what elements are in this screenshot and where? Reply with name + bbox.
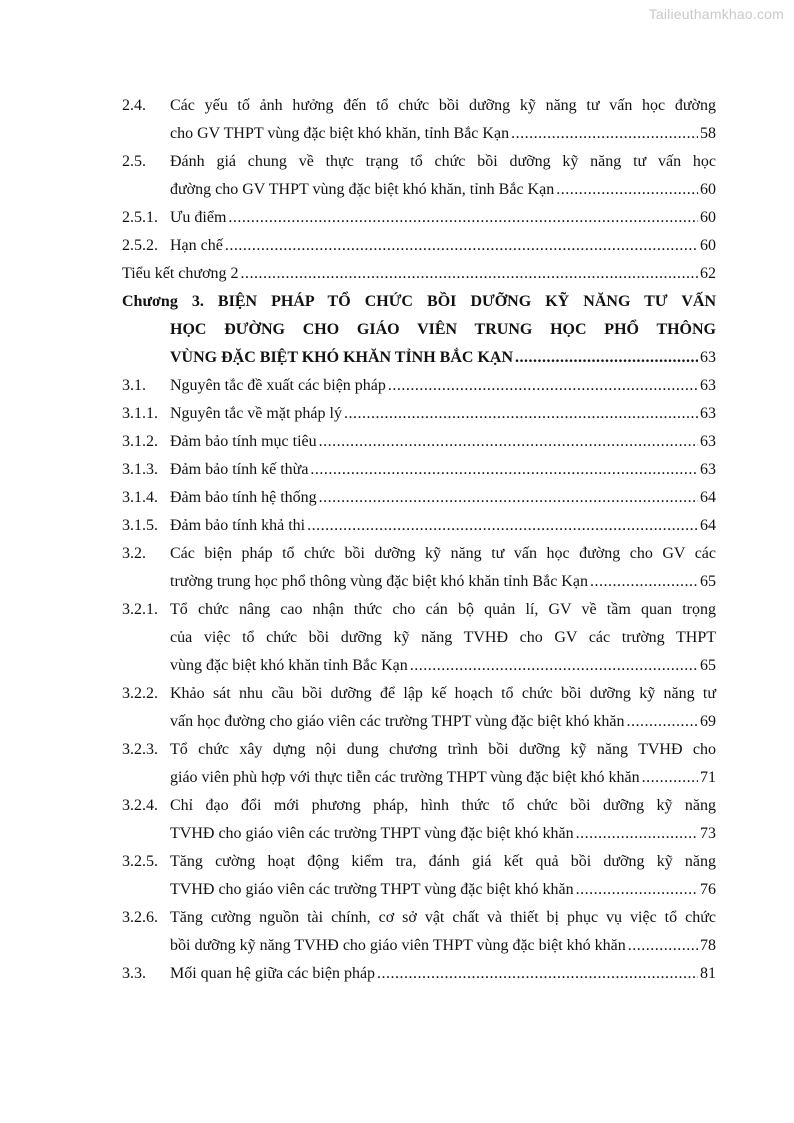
toc-entry[interactable] [122, 596, 716, 680]
toc-page-number: 69 [700, 713, 716, 730]
toc-entry-title: của việc tổ chức bồi dưỡng kỹ năng TVHĐ cho GV các trường THPT [170, 629, 716, 646]
toc-leader-dots [225, 232, 698, 260]
toc-leader-dots [319, 484, 698, 512]
toc-entry-number: 3.1. [122, 377, 146, 394]
toc-entry-title: Mối quan hệ giữa các biện pháp [170, 965, 376, 982]
toc-entry-title: giáo viên phù hợp với thực tiễn các trường THPT vùng đặc biệt khó khăn [170, 769, 640, 786]
toc-leader-dots [556, 176, 698, 204]
toc-entry-number: 3.2.4. [122, 797, 158, 814]
toc-entry-title: HỌC ĐƯỜNG CHO GIÁO VIÊN TRUNG HỌC PHỔ THÔNG [170, 321, 716, 338]
toc-entry-title: Tăng cường nguồn tài chính, cơ sở vật chất và thiết bị phục vụ việc tổ chức [170, 909, 716, 926]
toc-page-number: 63 [700, 461, 716, 478]
toc-entry[interactable] [122, 848, 716, 904]
toc-leader-dots [228, 204, 698, 232]
toc-page-number: 60 [700, 209, 716, 226]
toc-entry[interactable] [122, 92, 716, 148]
toc-entry-number: 3.2. [122, 545, 146, 562]
toc-entry[interactable] [122, 260, 716, 288]
toc-page-number: 64 [700, 517, 716, 534]
toc-page-number: 63 [700, 405, 716, 422]
toc-entry-title: Chỉ đạo đổi mới phương pháp, hình thức tổ chức bồi dưỡng kỹ năng [170, 797, 716, 814]
toc-entry[interactable] [122, 736, 716, 792]
toc-leader-dots [307, 512, 698, 540]
toc-page-number: 65 [700, 573, 716, 590]
toc-entry-title: vùng đặc biệt khó khăn tỉnh Bắc Kạn [170, 657, 408, 674]
toc-entry[interactable] [122, 792, 716, 848]
toc-page-number: 73 [700, 825, 716, 842]
toc-entry[interactable] [122, 904, 716, 960]
toc-entry-number: 2.5.2. [122, 237, 158, 254]
toc-entry-title: đường cho GV THPT vùng đặc biệt khó khăn, tỉnh Bắc Kạn [170, 181, 555, 198]
toc-entry-number: 3.1.4. [122, 489, 158, 506]
toc-page-number: 64 [700, 489, 716, 506]
toc-page-number: 63 [700, 433, 716, 450]
toc-entry[interactable] [122, 428, 716, 456]
toc-page-number: 62 [700, 265, 716, 282]
toc-entry-title: Đảm bảo tính hệ thống [170, 489, 317, 506]
toc-entry-number: 3.3. [122, 965, 146, 982]
toc-leader-dots [628, 932, 698, 960]
toc-entry-number: 2.5. [122, 153, 146, 170]
toc-page-number: 60 [700, 181, 716, 198]
toc-entry-title: bồi dưỡng kỹ năng TVHĐ cho giáo viên THPT vùng đặc biệt khó khăn [170, 937, 626, 954]
toc-leader-dots [310, 456, 698, 484]
toc-page-number: 78 [700, 937, 716, 954]
toc-entry[interactable] [122, 540, 716, 596]
toc-entry[interactable] [122, 512, 716, 540]
toc-page-number: 81 [700, 965, 716, 982]
toc-leader-dots [241, 260, 698, 288]
toc-entry-title: Ưu điểm [170, 209, 227, 226]
toc-leader-dots [377, 960, 698, 988]
toc-leader-dots [388, 372, 698, 400]
toc-entry-number: 2.4. [122, 97, 146, 114]
toc-entry[interactable] [122, 400, 716, 428]
toc-leader-dots [511, 120, 698, 148]
toc-page-number: 58 [700, 125, 716, 142]
toc-page-number: 63 [700, 377, 716, 394]
toc-entry-title: Tiểu kết chương 2 [122, 265, 239, 282]
toc-page-number: 65 [700, 657, 716, 674]
toc-entry-title: Các biện pháp tổ chức bồi dưỡng kỹ năng tư vấn học đường cho GV các [170, 545, 716, 562]
toc-entry-title: Đảm bảo tính khả thi [170, 517, 306, 534]
toc-entry-number: 3.1.1. [122, 405, 158, 422]
toc-entry-title: cho GV THPT vùng đặc biệt khó khăn, tỉnh Bắc Kạn [170, 125, 510, 142]
toc-entry-number: 3.2.1. [122, 601, 158, 618]
toc-entry-number: 3.1.5. [122, 517, 158, 534]
toc-leader-dots [515, 344, 698, 372]
toc-entry[interactable] [122, 680, 716, 736]
toc-entry-title: vấn học đường cho giáo viên các trường THPT vùng đặc biệt khó khăn [170, 713, 625, 730]
toc-entry[interactable] [122, 232, 716, 260]
toc-entry[interactable] [122, 288, 716, 372]
toc-entry-title: Hạn chế [170, 237, 223, 254]
toc-leader-dots [642, 764, 698, 792]
toc-leader-dots [576, 820, 698, 848]
toc-entry[interactable] [122, 484, 716, 512]
toc-entry-number: 2.5.1. [122, 209, 158, 226]
toc-entry-title: Nguyên tắc đề xuất các biện pháp [170, 377, 386, 394]
toc-entry[interactable] [122, 456, 716, 484]
toc-page-number: 76 [700, 881, 716, 898]
toc-page-number: 71 [700, 769, 716, 786]
toc-entry-title: Nguyên tắc về mặt pháp lý [170, 405, 342, 422]
toc-entry[interactable] [122, 204, 716, 232]
toc-entry-title: TVHĐ cho giáo viên các trường THPT vùng đặc biệt khó khăn [170, 881, 574, 898]
toc-entry-title: VÙNG ĐẶC BIỆT KHÓ KHĂN TỈNH BẮC KẠN [170, 349, 514, 366]
toc-entry[interactable] [122, 148, 716, 204]
toc-entry-title: Chương 3. BIỆN PHÁP TỔ CHỨC BỒI DƯỠNG KỸ NĂNG TƯ VẤN [122, 293, 716, 310]
toc-page-number: 60 [700, 237, 716, 254]
toc-entry-number: 3.2.6. [122, 909, 158, 926]
toc-entry-title: Tổ chức xây dựng nội dung chương trình bồi dưỡng kỹ năng TVHĐ cho [170, 741, 716, 758]
toc-leader-dots [344, 400, 698, 428]
table-of-contents [122, 92, 716, 988]
toc-page-number: 63 [700, 349, 716, 366]
toc-entry-title: trường trung học phổ thông vùng đặc biệt khó khăn tỉnh Bắc Kạn [170, 573, 588, 590]
toc-entry-title: Tổ chức nâng cao nhận thức cho cán bộ quản lí, GV về tầm quan trọng [170, 601, 716, 618]
toc-leader-dots [590, 568, 698, 596]
toc-leader-dots [576, 876, 698, 904]
toc-entry-number: 3.1.3. [122, 461, 158, 478]
toc-entry[interactable] [122, 960, 716, 988]
toc-entry-number: 3.2.2. [122, 685, 158, 702]
toc-leader-dots [626, 708, 698, 736]
watermark: Tailieuthamkhao.com [648, 6, 784, 22]
toc-entry-number: 3.1.2. [122, 433, 158, 450]
toc-entry[interactable] [122, 372, 716, 400]
toc-entry-title: Khảo sát nhu cầu bồi dưỡng để lập kế hoạch tổ chức bồi dưỡng kỹ năng tư [170, 685, 716, 702]
toc-leader-dots [319, 428, 698, 456]
toc-entry-title: Đánh giá chung về thực trạng tổ chức bồi dưỡng kỹ năng tư vấn học [170, 153, 716, 170]
toc-leader-dots [410, 652, 698, 680]
toc-entry-title: Tăng cường hoạt động kiểm tra, đánh giá kết quả bồi dưỡng kỹ năng [170, 853, 716, 870]
toc-entry-title: Đảm bảo tính mục tiêu [170, 433, 317, 450]
toc-entry-title: Đảm bảo tính kế thừa [170, 461, 309, 478]
toc-entry-number: 3.2.3. [122, 741, 158, 758]
toc-entry-number: 3.2.5. [122, 853, 158, 870]
toc-entry-title: Các yếu tố ảnh hưởng đến tổ chức bồi dưỡng kỹ năng tư vấn học đường [170, 97, 716, 114]
toc-entry-title: TVHĐ cho giáo viên các trường THPT vùng đặc biệt khó khăn [170, 825, 574, 842]
